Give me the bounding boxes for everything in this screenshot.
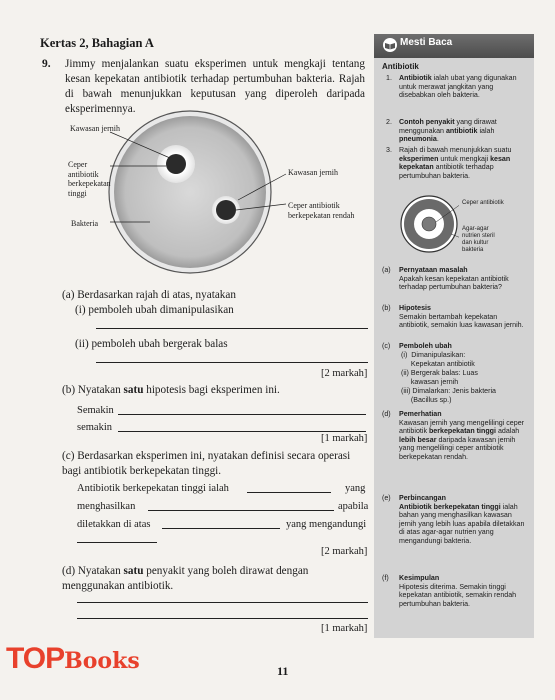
section-header: Kertas 2, Bahagian A [40, 36, 154, 50]
marks-a: [2 markah] [321, 368, 368, 379]
open-book-icon [382, 38, 398, 52]
question-b-stem: (b) Nyatakan satu hipotesis bagi eksperimen ini. [62, 384, 280, 396]
answer-line-a-i[interactable] [96, 328, 368, 329]
marks-d: [1 markah] [321, 623, 368, 634]
definition-line-1: Antibiotik berkepekatan tinggi ialah [77, 483, 229, 494]
sidebar-title: Mesti Baca [400, 37, 453, 48]
definition-line-1-end: yang [345, 483, 366, 494]
definition-line-2: menghasilkan [77, 501, 136, 512]
answer-line-d-2[interactable] [77, 618, 368, 619]
answer-line-c-4[interactable] [77, 542, 157, 543]
dish-label-agar: Agar-agar nutrien steril dan kultur bakteria [462, 226, 495, 253]
question-d-stem: (d) Nyatakan satu penyakit yang boleh dirawat dengan menggunakan antibiotik. [62, 565, 309, 592]
disc-high [166, 154, 186, 174]
question-c-stem: (c) Berdasarkan eksperimen ini, nyatakan definisi secara operasi bagi antibiotik berkepekatan tinggi. [62, 450, 351, 477]
label-ceper-tinggi: Ceper antibiotik berkepekatan tinggi [68, 160, 111, 198]
question-a-ii: (ii) pemboleh ubah bergerak balas [75, 338, 228, 350]
question-a-stem: (a) Berdasarkan rajah di atas, nyatakan [62, 289, 236, 301]
sidebar-dish-diagram [399, 194, 459, 254]
marks-b: [1 markah] [321, 433, 368, 444]
label-ceper-rendah: Ceper antibiotik berkepekatan rendah [288, 201, 355, 220]
answer-line-d-1[interactable] [77, 602, 368, 603]
answer-line-a-ii[interactable] [96, 362, 368, 363]
answer-line-b-1[interactable] [118, 414, 366, 415]
mesti-baca-sidebar: Mesti Baca Antibiotik 1. Antibiotik ialah ubat yang digunakan untuk merawat jangkitan yang disebabkan oleh bakteria. 2. Contoh penyakit yang dirawat menggunakan antibiotik ialah pneumonia. 3. Rajah di bawah menunjukkan suatu eksperimen untuk mengkaji kesan kepekatan antibiotik terhadap pertumbuhan bakteria. Ceper antibiotik Agar-agar nutrien steril dan kultur bakteria (a) Pernyataan masalah Apakah kesan kepekatan antibiotik terhadap pertumbuhan bakteria? (b) Hipotesis Semakin bertambah kepekatan antibiotik, semakin luas kawasan jernih. (c) Pemboleh ubah (i) Dimanipulasikan: Kepekatan antibiotik (ii) Bergerak balas: Luas kawasan jernih (iii) Dimalarkan: Jenis bakteria (Bacillus sp.) (d) Pemerhatian Kawasan jernih yang mengelilingi ceper antibiotik berkepekatan tinggi adalah lebih besar daripada kawasan jernih yang mengelilingi ceper antibiotik berkepekatan rendah. (e) Perbincangan Antibiotik berkepekatan tinggi ialah bahan yang menghasilkan kawasan jernih yang lebih luas apabila diletakkan di atas agar-agar nutrien yang mengandungi bakteria. (f) Kesimpulan Hipotesis diterima. Semakin tinggi kepekatan antibiotik, semakin rendah pertumbuhan bakteria. [374, 34, 534, 638]
answer-line-c-1[interactable] [247, 492, 331, 493]
question-number: 9. [42, 58, 51, 70]
label-kawasan-jernih-1: Kawasan jernih [70, 124, 120, 133]
definition-line-2-end: apabila [338, 501, 369, 512]
answer-line-c-2[interactable] [148, 510, 334, 511]
answer-line-b-2[interactable] [118, 431, 366, 432]
hypothesis-semakin-1: Semakin [77, 405, 114, 416]
question-text: Jimmy menjalankan suatu eksperimen untuk mengkaji tentang kesan kepekatan antibiotik terhadap pertumbuhan bakteria. Rajah di bawah menunjukkan keputusan yang diperoleh daripada eksperimennya. [65, 58, 365, 115]
topbooks-logo: TOPBooks [6, 642, 140, 675]
answer-line-c-3[interactable] [162, 528, 280, 529]
label-bakteria: Bakteria [71, 219, 99, 228]
hypothesis-semakin-2: semakin [77, 422, 112, 433]
disc-low [216, 200, 236, 220]
label-kawasan-jernih-2: Kawasan jernih [288, 168, 338, 177]
marks-c: [2 markah] [321, 546, 368, 557]
definition-line-3-end: yang mengandungi [286, 519, 367, 530]
agar-surface [114, 116, 266, 268]
dish-label-ceper: Ceper antibiotik [462, 200, 504, 206]
sidebar-heading: Antibiotik [382, 62, 419, 71]
page-number: 11 [277, 664, 289, 678]
definition-line-3: diletakkan di atas [77, 519, 151, 530]
sidebar-header [374, 34, 534, 58]
question-a-i: (i) pemboleh ubah dimanipulasikan [75, 304, 234, 316]
